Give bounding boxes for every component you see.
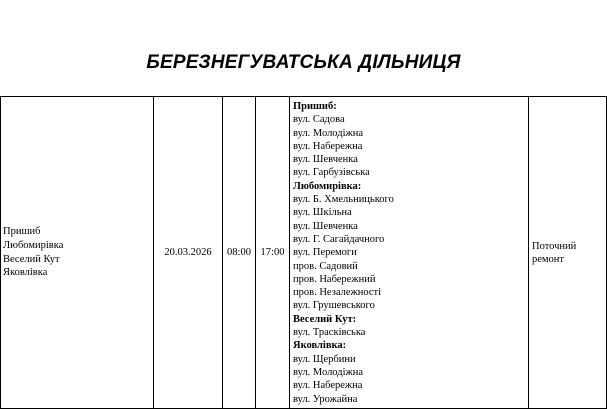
street-item: вул. Шкільна (293, 207, 352, 219)
street-item: вул. Б. Хмельницького (293, 194, 394, 206)
street-item: вул. Урожайна (293, 393, 358, 405)
locality-heading: Яковлівка: (293, 340, 347, 352)
street-item: вул. Перемоги (293, 247, 357, 259)
street-item: вул. Молодіжна (293, 366, 364, 378)
locality-heading: Любомирівка: (293, 180, 362, 192)
work-type-cell: Поточний ремонт (529, 97, 607, 409)
table-row (1, 97, 607, 409)
street-item: вул. Шевченка (293, 220, 358, 232)
street-item: пров. Незалежності (293, 287, 382, 299)
street-item: пров. Садовий (293, 260, 358, 272)
street-item: вул. Трасківська (293, 327, 366, 339)
street-item: вул. Грушевського (293, 300, 375, 312)
settlement-name: Любомирівка (3, 239, 64, 251)
locality-heading: Веселий Кут: (293, 313, 357, 325)
street-item: вул. Садова (293, 114, 345, 126)
outage-table (0, 96, 607, 409)
street-item: вул. Щербини (293, 353, 356, 365)
street-item: вул. Г. Сагайдачного (293, 233, 385, 245)
date-cell: 20.03.2026 (154, 97, 223, 409)
street-item: вул. Молодіжна (293, 127, 364, 139)
time-end-cell: 17:00 (256, 97, 290, 409)
street-item: вул. Набережна (293, 380, 363, 392)
settlement-name: Яковлівка (3, 267, 48, 279)
street-item: вул. Шевченка (293, 154, 358, 166)
street-item: вул. Гарбузівська (293, 167, 370, 179)
settlements-cell (1, 97, 154, 409)
page-title: БЕРЕЗНЕГУВАТСЬКА ДІЛЬНИЦЯ (146, 52, 461, 73)
street-item: пров. Набережний (293, 273, 376, 285)
locality-heading: Пришиб: (293, 101, 337, 112)
street-item: вул. Набережна (293, 140, 363, 152)
settlement-name: Веселий Кут (3, 253, 60, 265)
addresses-cell (290, 97, 529, 409)
settlement-name: Пришиб (3, 226, 41, 238)
time-start-cell: 08:00 (223, 97, 256, 409)
